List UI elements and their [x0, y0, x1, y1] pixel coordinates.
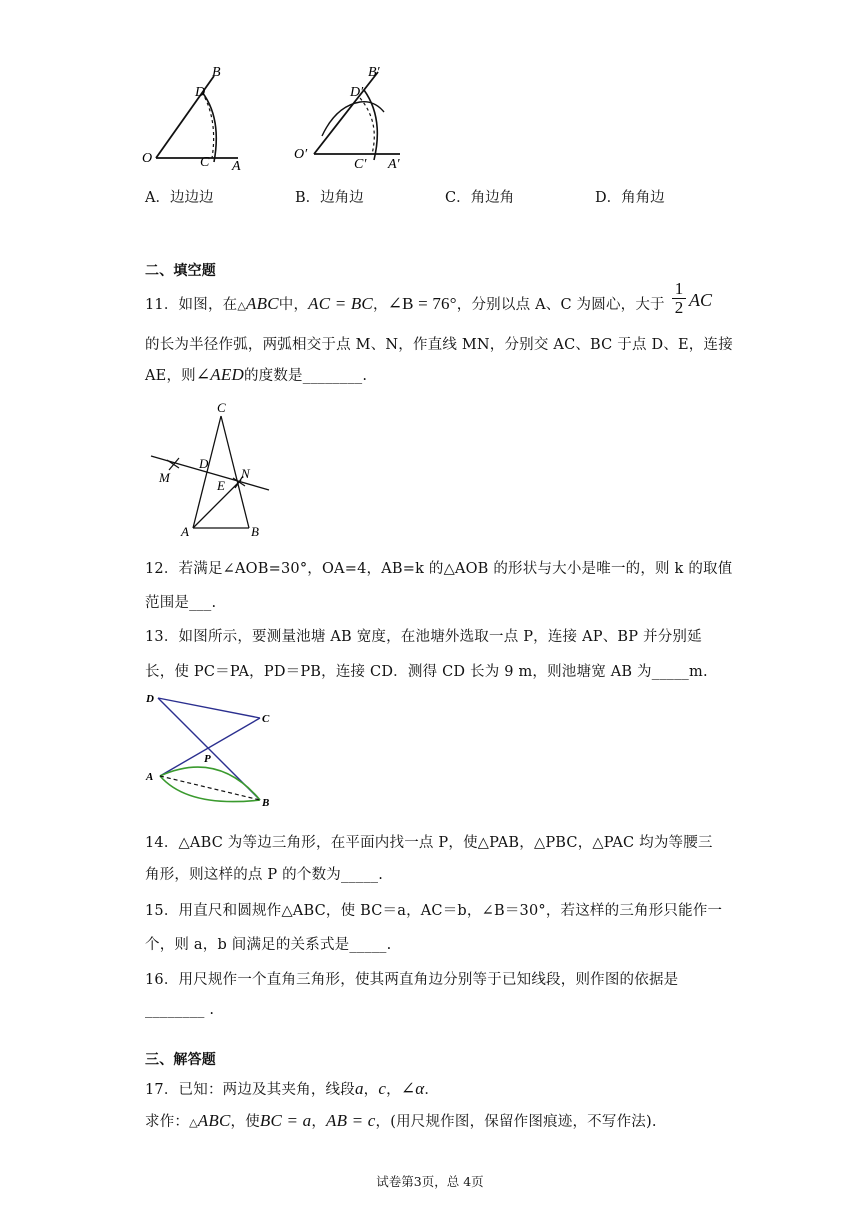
q15-line-2: 个，则 a，b 间满足的关系式是_____. [145, 937, 392, 953]
q10-option-c: C．角边角 [445, 190, 515, 206]
q11-line3-prefix: AE，则 [145, 368, 196, 384]
q11-frac-ac: AC [689, 290, 713, 310]
q17-line-2 [145, 1110, 657, 1131]
q11-line-1 [145, 293, 665, 314]
section-2-title: 二、填空题 [145, 263, 216, 279]
q10-fig1-label-A: A [232, 159, 241, 174]
q11-fig-label-D: D [199, 456, 209, 471]
q11-figure [145, 398, 280, 540]
q11-comma: ， [372, 297, 388, 313]
q11-fig-label-E: E [217, 478, 225, 493]
q17-end: ． [424, 1082, 440, 1098]
q13-fig-label-B: B [262, 797, 270, 809]
q17-segment-c: c [378, 1079, 387, 1098]
q17-sep-2: ， [386, 1082, 401, 1098]
q16-line-2: ________ . [145, 1002, 215, 1018]
q10-fig1-label-O: O [142, 151, 153, 166]
q10-figure-1 [140, 62, 260, 174]
q11-fraction [672, 280, 686, 317]
q13-line-1: 13．如图所示，要测量池塘 AB 宽度，在池塘外选取一点 P，连接 AP、BP 并分别延 [145, 629, 702, 645]
q10-option-a: A．边边边 [145, 190, 214, 206]
q17-sep-3: ， [311, 1114, 327, 1130]
q11-fig-label-B: B [251, 524, 259, 539]
q17-line2-prefix: 求作： [145, 1114, 190, 1130]
q10-fig2-label-B: B′ [368, 65, 380, 80]
q11-zhong: 中， [278, 297, 309, 313]
q13-fig-label-P: P [204, 753, 211, 765]
q13-fig-label-D: D [146, 693, 154, 705]
q16-line-1: 16．用尺规作一个直角三角形，使其两直角边分别等于已知线段，则作图的依据是 [145, 972, 679, 988]
q17-eq-bc: BC = a [259, 1111, 312, 1130]
q10-option-b: B．边角边 [295, 190, 364, 206]
q11-angle-aed: ∠AED [195, 365, 244, 384]
q10-fig2-label-O: O′ [294, 147, 308, 162]
q17-segment-a: a [354, 1079, 364, 1098]
q10-fig2-label-C: C′ [354, 157, 367, 172]
q12-line-1: 12．若满足∠AOB=30°，OA=4，AB=k 的△AOB 的形状与大小是唯一的，则 k 的取值 [145, 561, 733, 577]
q11-eq-ac-bc: AC = BC [308, 294, 373, 313]
q11-abc: ABC [246, 294, 279, 313]
q17-line2-mid: ，使 [230, 1114, 260, 1130]
q12-line-2: 范围是___. [145, 595, 217, 611]
page-footer: 试卷第3页，总 4页 [376, 1174, 484, 1189]
q10-option-d: D．角角边 [595, 190, 665, 206]
q11-prefix: 11．如图，在 [145, 297, 238, 313]
q11-line-3 [145, 364, 367, 385]
q11-mid: ，分别以点 A、C 为圆心，大于 [456, 297, 665, 313]
q11-line-2: 的长为半径作弧，两弧相交于点 M、N，作直线 MN，分别交 AC、BC 于点 D、E，连接 [145, 337, 733, 353]
q13-line-2: 长，使 PC＝PA，PD＝PB，连接 CD．测得 CD 长为 9 m，则池塘宽 AB 为_____m. [145, 664, 708, 680]
q17-prefix: 17．已知：两边及其夹角，线段 [145, 1082, 355, 1098]
section-3-title: 三、解答题 [145, 1052, 216, 1068]
q11-frac-num: 1 [672, 280, 686, 299]
q10-fig2-label-D: D′ [350, 85, 364, 100]
q11-fig-label-N: N [241, 466, 250, 481]
q11-triangle-symbol: △ [237, 299, 247, 312]
q11-fig-label-M: M [159, 470, 170, 485]
q17-angle-alpha: ∠α [400, 1079, 425, 1098]
q15-line-1: 15．用直尺和圆规作△ABC，使 BC＝a，AC＝b，∠B＝30°，若这样的三角形只能作一 [145, 903, 723, 919]
q10-figure-2 [292, 62, 412, 174]
q11-eq-angle-b: ∠B = 76° [387, 294, 457, 313]
q17-line-1 [145, 1078, 439, 1099]
q17-abc: ABC [197, 1111, 231, 1130]
q13-fig-label-A: A [146, 771, 154, 783]
q13-fig-label-C: C [262, 713, 270, 725]
q17-eq-ab: AB = c [326, 1111, 376, 1130]
q11-frac-den: 2 [674, 298, 684, 317]
q11-fig-label-A: A [181, 524, 189, 539]
q17-sep-1: ， [363, 1082, 379, 1098]
q11-fig-label-C: C [217, 400, 226, 415]
q10-fig2-label-A: A′ [388, 157, 400, 172]
q10-fig1-label-B: B [212, 65, 221, 80]
q13-figure [142, 690, 282, 812]
q11-line3-suffix: 的度数是________. [243, 368, 368, 384]
q17-triangle-symbol: △ [189, 1116, 198, 1129]
q17-line2-suffix: ，(用尺规作图，保留作图痕迹，不写作法). [375, 1114, 657, 1130]
q10-fig1-label-D: D [195, 85, 206, 100]
q14-line-2: 角形，则这样的点 P 的个数为_____. [145, 867, 384, 883]
q14-line-1: 14．△ABC 为等边三角形，在平面内找一点 P，使△PAB，△PBC，△PAC 均为等腰三 [145, 835, 713, 851]
q10-fig1-label-C: C [200, 155, 210, 170]
